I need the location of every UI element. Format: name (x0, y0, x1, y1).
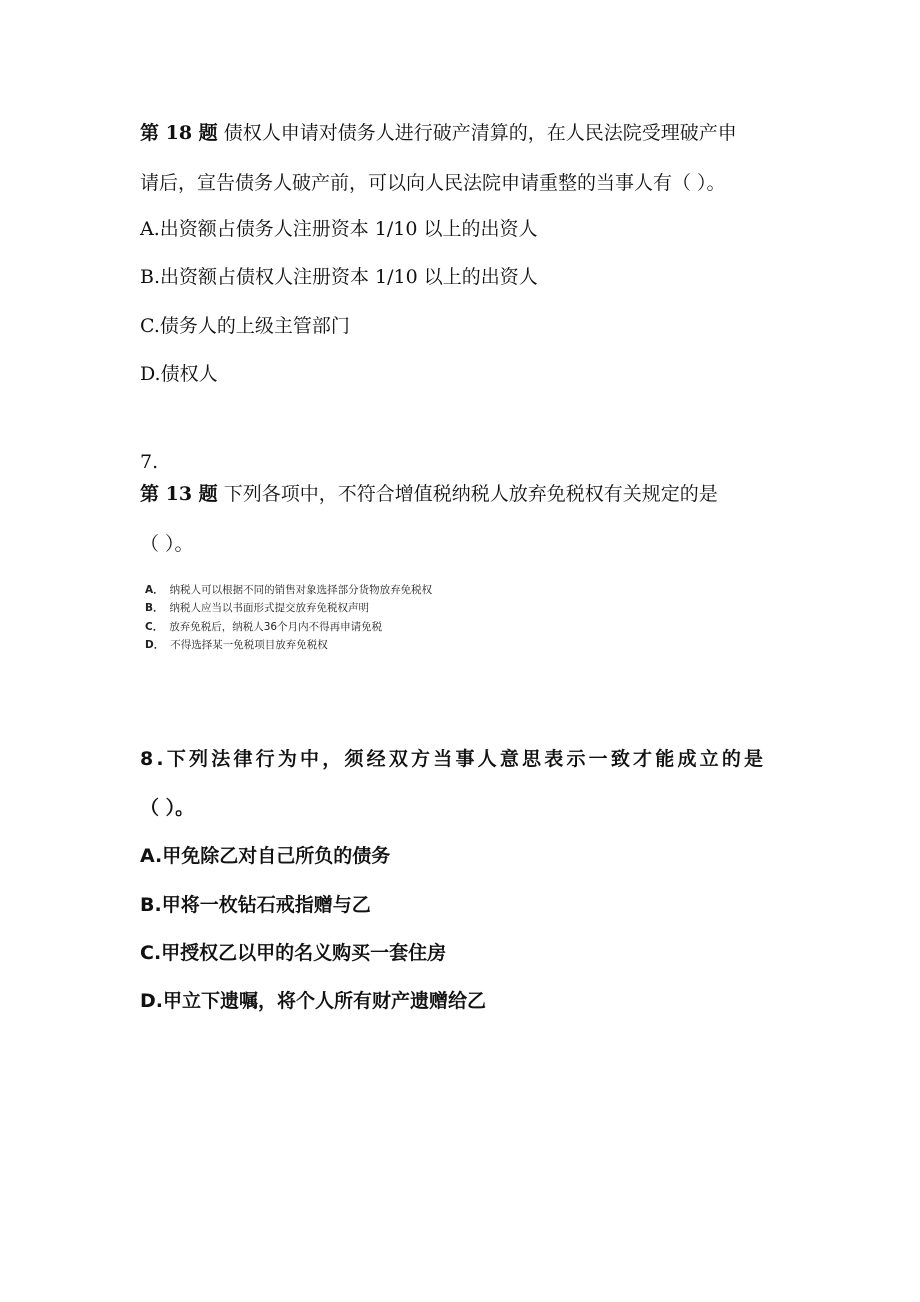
option-text: 不得选择某一免税项目放弃免税权 (170, 639, 328, 651)
question-stem-text: 下列各项中，不符合增值税纳税人放弃免税权有关规定的是 (223, 483, 718, 505)
question-stem-line-2: （ ）。 (140, 533, 194, 555)
option-text: 放弃免税后，纳税人36个月内不得再申请免税 (169, 621, 383, 633)
question-index: 7. (140, 451, 159, 473)
question-stem-line-2: 请后，宣告债务人破产前，可以向人民法院申请重整的当事人有（ ）。 (140, 172, 726, 194)
question-stem-text: 债权人申请对债务人进行破产清算的，在人民法院受理破产申 (223, 122, 737, 144)
option-c: C.债务人的上级主管部门 (140, 315, 350, 337)
question-number-label: 第 13 题 (140, 483, 218, 505)
option-letter: C． (145, 621, 164, 633)
option-text: 纳税人应当以书面形式提交放弃免税权声明 (169, 602, 370, 614)
option-a: A.出资额占债务人注册资本 1/10 以上的出资人 (140, 218, 538, 240)
question-stem-line-1: 8.下列法律行为中，须经双方当事人意思表示一致才能成立的是 (140, 748, 767, 770)
option-d: D.甲立下遗嘱，将个人所有财产遗赠给乙 (140, 990, 486, 1012)
small-option-c (145, 620, 382, 634)
option-letter: B． (145, 602, 164, 614)
question-stem-line-2: （ ）。 (140, 797, 195, 819)
option-b: B.甲将一枚钻石戒指赠与乙 (140, 894, 371, 916)
small-option-a (145, 583, 432, 597)
option-b: B.出资额占债权人注册资本 1/10 以上的出资人 (140, 266, 538, 288)
small-option-b (145, 601, 369, 615)
option-text: 纳税人可以根据不同的销售对象选择部分货物放弃免税权 (169, 584, 433, 596)
small-option-d (145, 638, 328, 652)
question-stem-line-1 (140, 120, 737, 146)
question-number-label: 第 18 题 (140, 122, 218, 144)
option-c: C.甲授权乙以甲的名义购买一套住房 (140, 942, 447, 964)
option-d: D.债权人 (140, 363, 218, 385)
option-letter: D． (145, 639, 165, 651)
option-a: A.甲免除乙对自己所负的债务 (140, 845, 391, 867)
option-letter: A． (145, 584, 164, 596)
question-stem-line-1 (140, 481, 718, 507)
